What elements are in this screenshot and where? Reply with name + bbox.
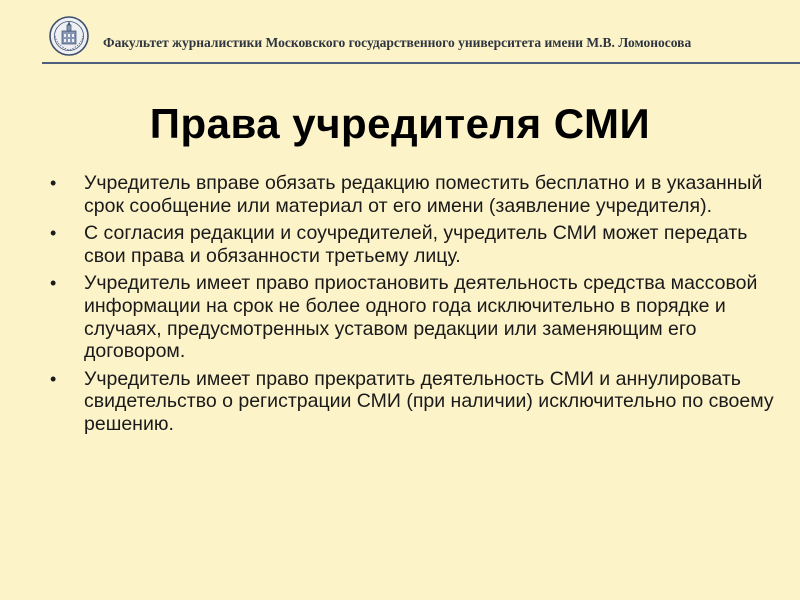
bullet-text: С согласия редакции и соучредителей, учредитель СМИ может передать свои права и обязанности третьему лицу.	[84, 222, 748, 267]
bullet-item	[44, 368, 794, 436]
bullet-list	[44, 172, 794, 441]
bullet-dot-icon: •	[50, 223, 57, 244]
bullet-text: Учредитель вправе обязать редакцию поместить бесплатно и в указанный срок сообщение или материал от его имени (заявление учредителя).	[84, 172, 763, 217]
bullet-dot-icon: •	[50, 273, 57, 294]
slide-title: Права учредителя СМИ	[149, 100, 651, 148]
bullet-item	[44, 222, 794, 267]
bullet-item	[44, 172, 794, 217]
header-divider	[42, 62, 800, 64]
bullet-dot-icon: •	[50, 173, 57, 193]
slide-header	[0, 0, 800, 64]
bullet-dot-icon: •	[50, 368, 57, 389]
faculty-header-text: Факультет журналистики Московского государственного университета имени М.В. Ломоносова	[103, 35, 692, 50]
bullet-text: Учредитель имеет право приостановить деятельность средства массовой информации на срок не более одного года исключительно в порядке и случаях, предусмотренных уставом редакции или заменяющим его договором.	[84, 272, 758, 363]
msu-emblem-icon	[49, 16, 89, 56]
bullet-item	[44, 272, 794, 362]
bullet-text: Учредитель имеет право прекратить деятельность СМИ и аннулировать свидетельство о регистрации СМИ (при наличии) исключительно по своему решению.	[84, 367, 774, 435]
